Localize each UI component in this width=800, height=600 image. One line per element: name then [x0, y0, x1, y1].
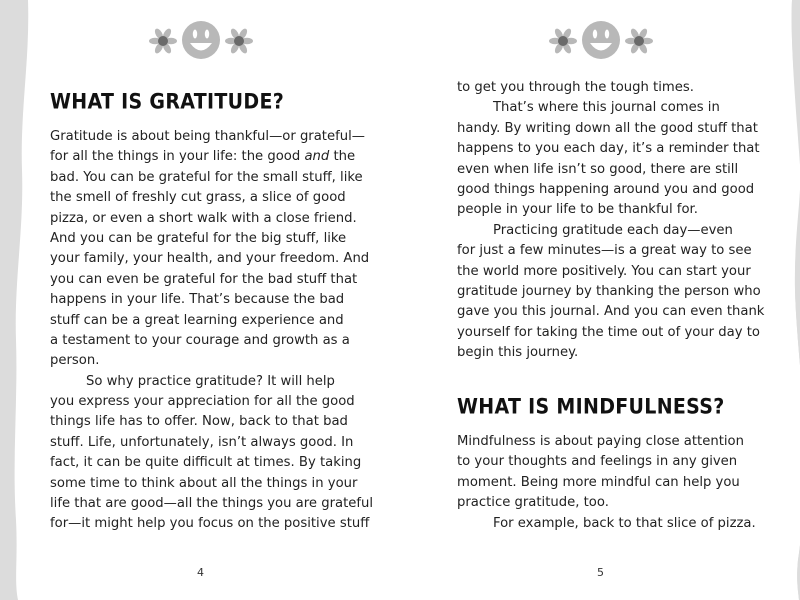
text-line-content: Mindfulness is about paying close attention	[457, 434, 744, 449]
text-line-content: stuff. Life, unfortunately, isn’t always good. In	[50, 434, 354, 450]
body-text	[457, 432, 756, 534]
text-line-content: fact, it can be quite difficult at times. By taking	[50, 455, 362, 471]
right-page	[400, 0, 800, 600]
text-line-content: you can even be grateful for the bad stuff that	[50, 271, 358, 287]
text-line-content: Gratitude is about being thankful—or grateful—	[50, 129, 365, 144]
text-line	[457, 343, 764, 363]
text-line	[50, 433, 373, 453]
text-line-content: gave you this journal. And you can even thank	[457, 304, 765, 320]
text-line	[457, 200, 764, 220]
text-line-content: begin this journey.	[457, 345, 579, 361]
text-line-content: person.	[50, 353, 100, 369]
text-line-content: That’s where this journal comes in	[493, 100, 720, 116]
text-line	[457, 473, 756, 493]
text-line-content: your family, your health, and your freedom. And	[50, 251, 370, 267]
text-line	[457, 180, 764, 200]
flower-icon	[549, 27, 577, 54]
text-line	[50, 147, 373, 167]
text-line	[50, 270, 373, 290]
text-line-content: to get you through the tough times.	[457, 80, 694, 95]
text-line-content: gratitude journey by thanking the person who	[457, 283, 761, 299]
text-line	[457, 221, 764, 241]
section-heading-mindfulness: WHAT IS MINDFULNESS?	[457, 394, 725, 420]
text-line-content: For example, back to that slice of pizza.	[493, 515, 756, 531]
text-line	[50, 392, 373, 412]
text-line-content: moment. Being more mindful can help you	[457, 474, 740, 490]
text-line	[457, 282, 764, 302]
text-line	[457, 432, 756, 452]
text-line	[457, 78, 764, 98]
text-line	[50, 494, 373, 514]
text-line	[50, 351, 373, 371]
text-line	[50, 249, 373, 269]
text-line	[457, 493, 756, 513]
text-line	[50, 372, 373, 392]
text-line-content: handy. By writing down all the good stuff that	[457, 120, 758, 136]
text-line	[457, 323, 764, 343]
flower-icon	[225, 27, 253, 54]
flower-icon	[625, 27, 653, 54]
body-text	[457, 78, 764, 363]
text-line-content: a testament to your courage and growth as a	[50, 332, 350, 348]
page-number: 5	[597, 566, 604, 579]
text-line	[50, 514, 373, 534]
text-line-content: So why practice gratitude? It will help	[86, 373, 335, 389]
text-line-content: things life has to offer. Now, back to that bad	[50, 414, 348, 430]
header-decoration	[546, 18, 656, 63]
body-text	[50, 127, 373, 535]
text-line-content: bad. You can be grateful for the small stuff, like	[50, 169, 363, 185]
text-line-content: life that are good—all the things you are grateful	[50, 496, 374, 512]
smiley-icon	[182, 21, 220, 59]
text-line-content: practice gratitude, too.	[457, 495, 609, 511]
text-line	[50, 331, 373, 351]
smiley-icon	[582, 21, 620, 59]
text-line	[457, 262, 764, 282]
text-line-content: the smell of freshly cut grass, a slice of good	[50, 190, 346, 206]
text-line	[50, 290, 373, 310]
text-line	[457, 452, 756, 472]
text-line	[50, 229, 373, 249]
text-line-content: pizza, or even a short walk with a close friend.	[50, 210, 357, 226]
text-line	[457, 514, 756, 534]
text-line	[50, 168, 373, 188]
text-line-content: And you can be grateful for the big stuff, like	[50, 230, 347, 246]
text-line	[50, 188, 373, 208]
text-line	[457, 119, 764, 139]
text-line	[457, 160, 764, 180]
text-line-content: you express your appreciation for all the good	[50, 394, 355, 410]
text-line-content: happens in your life. That’s because the bad	[50, 292, 345, 308]
text-line-content: yourself for taking the time out of your day to	[457, 324, 760, 340]
text-line	[50, 412, 373, 432]
text-line-content: even when life isn’t so good, there are still	[457, 161, 739, 177]
text-line	[50, 209, 373, 229]
text-line	[457, 98, 764, 118]
text-line-content: some time to think about all the things in your	[50, 475, 358, 491]
section-heading-gratitude: WHAT IS GRATITUDE?	[50, 89, 285, 115]
text-line-content: stuff can be a great learning experience and	[50, 312, 344, 328]
text-line	[457, 302, 764, 322]
text-line-content: Practicing gratitude each day—even	[493, 222, 733, 238]
text-line	[50, 453, 373, 473]
flower-icon	[149, 27, 177, 54]
text-line	[50, 311, 373, 331]
text-line-content: the	[329, 149, 356, 165]
text-line-content: people in your life to be thankful for.	[457, 202, 698, 218]
text-line-content: good things happening around you and good	[457, 181, 755, 197]
text-line-content: for—it might help you focus on the positive stuff	[50, 516, 370, 532]
text-line	[457, 241, 764, 261]
text-line	[50, 474, 373, 494]
text-line-content: for just a few minutes—is a great way to see	[457, 243, 752, 259]
text-line-content: for all the things in your life: the good	[50, 149, 305, 165]
page-number: 4	[197, 566, 204, 579]
text-line-content: to your thoughts and feelings in any given	[457, 454, 738, 470]
header-decoration	[146, 18, 256, 63]
text-line-content: happens to you each day, it’s a reminder that	[457, 141, 760, 157]
text-line	[457, 139, 764, 159]
emphasis: and	[304, 149, 330, 165]
text-line	[50, 127, 373, 147]
text-line-content: the world more positively. You can start your	[457, 263, 751, 279]
